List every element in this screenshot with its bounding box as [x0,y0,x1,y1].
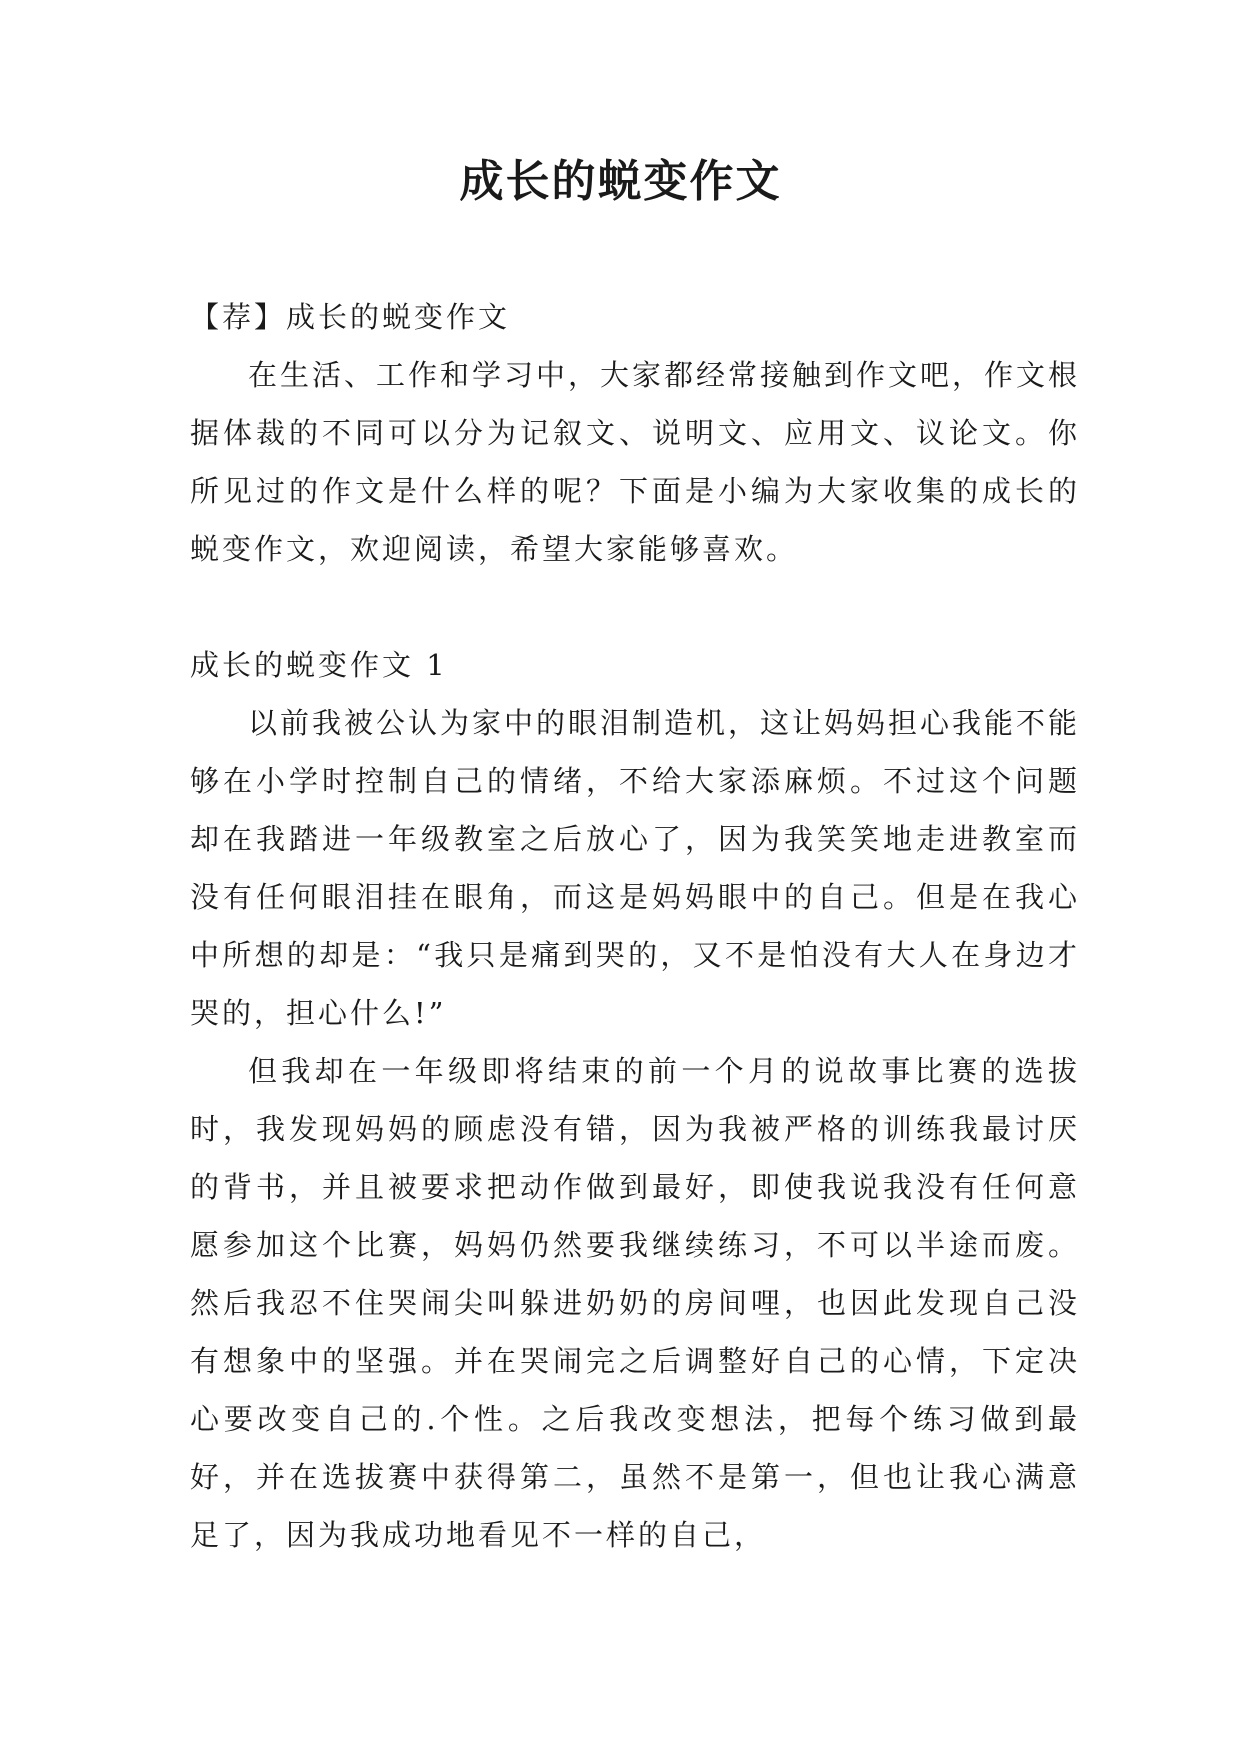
document-title: 成长的蜕变作文 [459,156,782,207]
section-heading: 成长的蜕变作文 1 [190,648,448,682]
spacer [190,578,1080,636]
intro-paragraph: 在生活、工作和学习中，大家都经常接触到作文吧，作文根据体裁的不同可以分为记叙文、说明文、应用文、议论文。你所见过的作文是什么样的呢？下面是小编为大家收集的成长的蜕变作文，欢迎阅读，希望大家能够喜欢。 [190,358,1081,566]
document-body [190,288,1080,1564]
body-paragraph-2: 但我却在一年级即将结束的前一个月的说故事比赛的选拔时，我发现妈妈的顾虑没有错，因为我被严格的训练我最讨厌的背书，并且被要求把动作做到最好，即使我说我没有任何意愿参加这个比赛，妈妈仍然要我继续练习，不可以半途而废。然后我忍不住哭闹尖叫躲进奶奶的房间哩，也因此发现自己没有想象中的坚强。并在哭闹完之后调整好自己的心情，下定决心要改变自己的.个性。之后我改变想法，把每个练习做到最好，并在选拔赛中获得第二，虽然不是第一，但也让我心满意足了，因为我成功地看见不一样的自己， [190,1054,1080,1552]
body-paragraph-1: 以前我被公认为家中的眼泪制造机，这让妈妈担心我能不能够在小学时控制自己的情绪，不给大家添麻烦。不过这个问题却在我踏进一年级教室之后放心了，因为我笑笑地走进教室而没有任何眼泪挂在眼角，而这是妈妈眼中的自己。但是在我心中所想的却是：“我只是痛到哭的，又不是怕没有大人在身边才哭的，担心什么!” [190,706,1081,1030]
recommend-line: 【荐】成长的蜕变作文 [190,300,511,334]
